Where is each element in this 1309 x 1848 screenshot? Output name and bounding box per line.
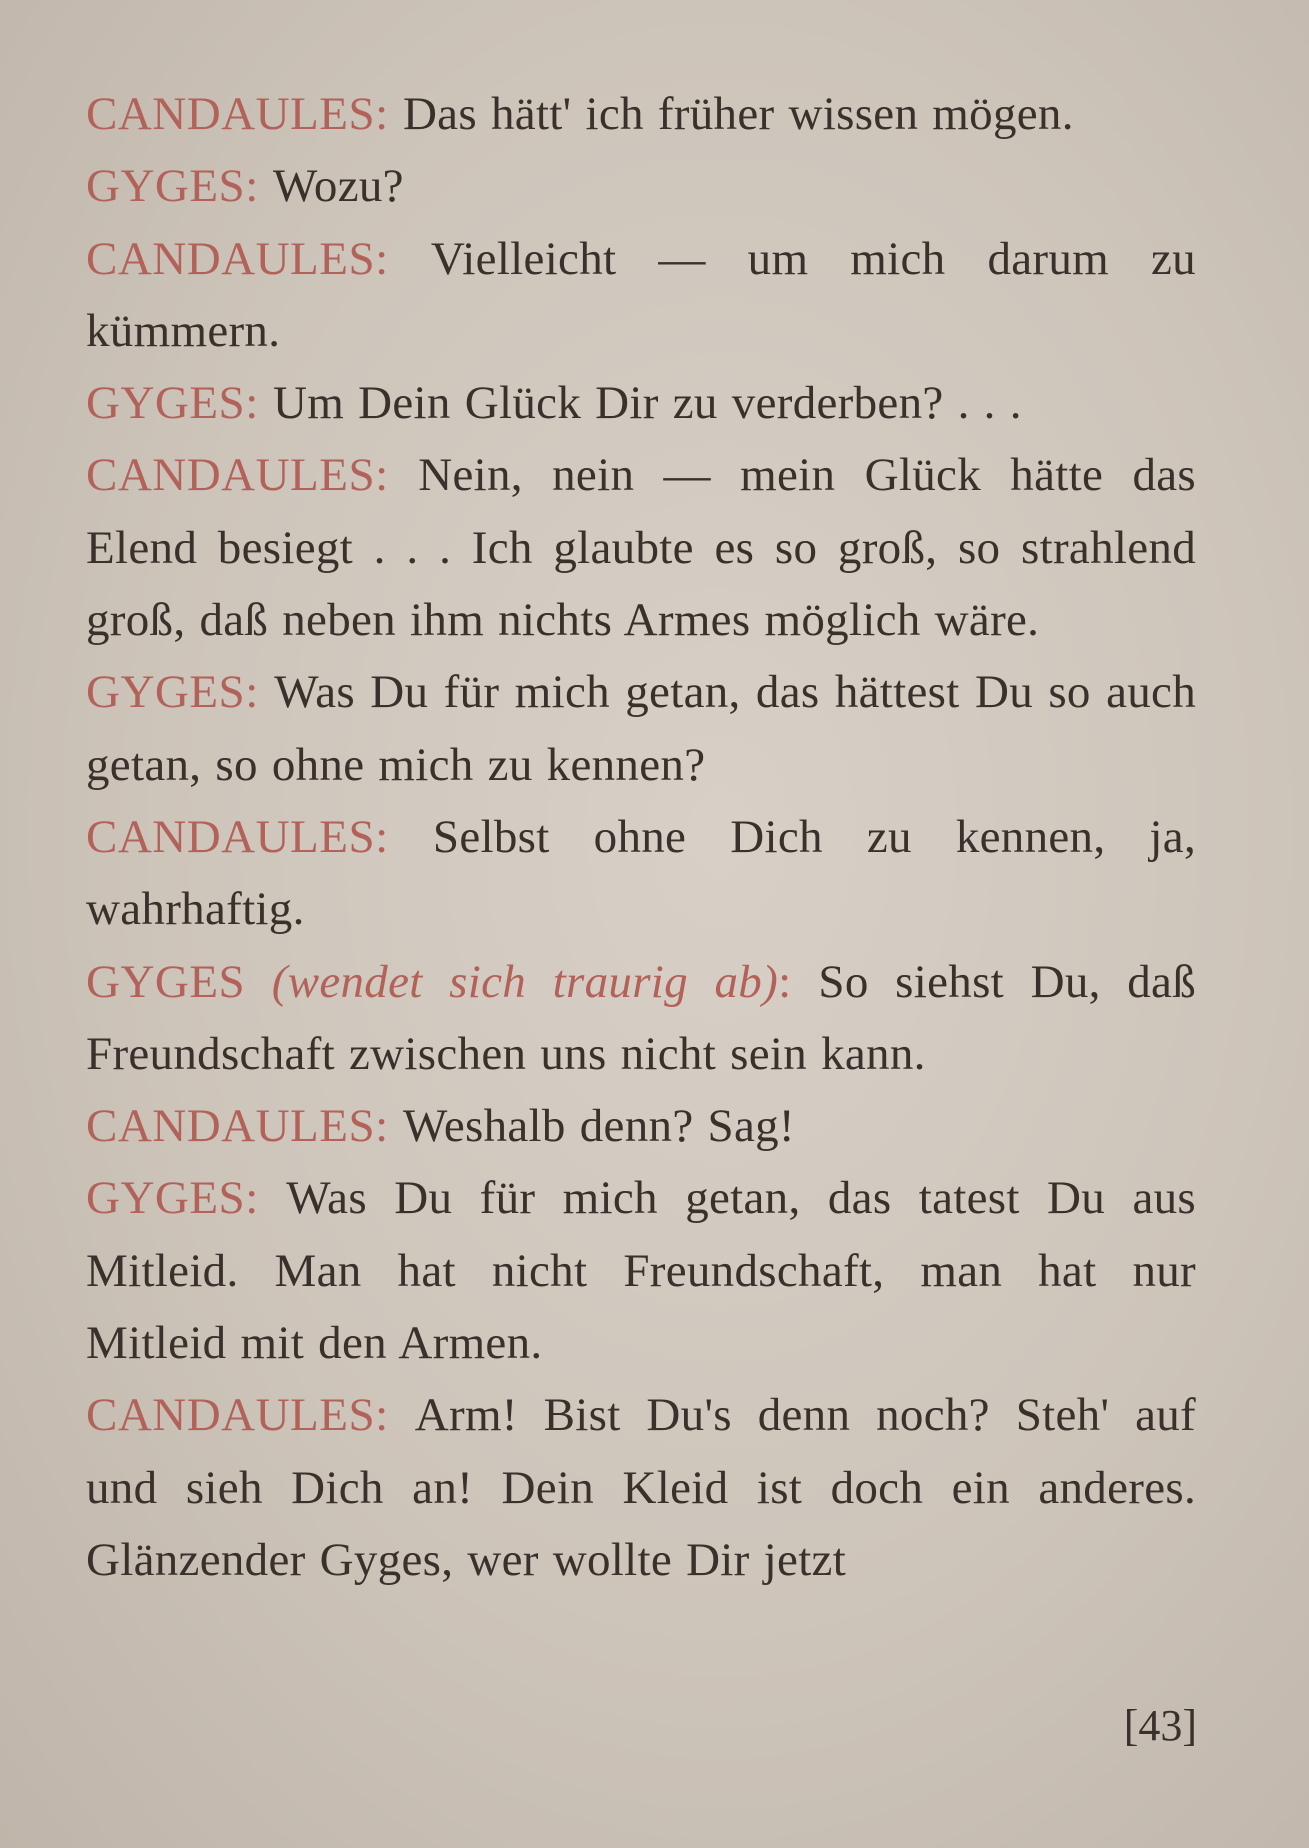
speaker-name: GYGES	[86, 160, 246, 213]
speaker-name: CANDAULES	[86, 88, 376, 140]
speech-gyges-5	[86, 1162, 1196, 1379]
spoken-line: Wozu?	[273, 160, 404, 213]
speech-candaules-6	[86, 1379, 1196, 1596]
speaker-separator: :	[245, 377, 273, 430]
speaker-name: GYGES	[86, 666, 246, 719]
speaker-name: GYGES	[86, 377, 246, 430]
spoken-line: Was Du für mich getan, das tatest Du aus Mitleid. Man hat nicht Freundschaft, man hat nur Mitleid mit den Armen.	[86, 1172, 1196, 1370]
spoken-line: Vielleicht — um mich darum zu kümmern.	[86, 232, 1196, 357]
speaker-separator: :	[375, 810, 433, 863]
speaker-name: GYGES	[86, 955, 246, 1008]
speech-candaules-2	[86, 223, 1196, 368]
speaker-name: CANDAULES	[86, 232, 376, 285]
speaker-separator: :	[245, 666, 275, 719]
spoken-line: Was Du für mich getan, das hättest Du so auch getan, so ohne mich zu kennen?	[86, 666, 1196, 791]
speaker-separator: :	[245, 160, 273, 213]
speaker-separator: :	[245, 1172, 287, 1225]
speech-candaules-3	[86, 439, 1196, 656]
speaker-separator: :	[778, 955, 819, 1008]
speaker-name: CANDAULES	[86, 449, 376, 502]
speaker-separator: :	[375, 88, 403, 140]
spoken-line: Weshalb denn? Sag!	[402, 1100, 795, 1153]
speaker-name: CANDAULES	[86, 810, 376, 863]
speaker-separator: :	[375, 232, 431, 285]
speaker-separator: :	[375, 1389, 415, 1442]
speaker-separator: :	[375, 449, 419, 502]
spoken-line: Selbst ohne Dich zu kennen, ja, wahrhaftig.	[86, 810, 1196, 936]
stage-direction: (wendet sich traurig ab)	[245, 955, 779, 1008]
spoken-line: Nein, nein — mein Glück hätte das Elend besiegt . . . Ich glaubte es so groß, so strahlend groß, daß neben ihm nichts Armes möglich wäre.	[86, 449, 1196, 647]
speech-gyges-4	[86, 946, 1196, 1091]
speech-gyges-1	[86, 150, 1196, 222]
speaker-name: CANDAULES	[86, 1100, 376, 1153]
speaker-name: GYGES	[86, 1172, 246, 1225]
speaker-separator: :	[375, 1100, 403, 1153]
spoken-line: Arm! Bist Du's denn noch? Steh' auf und sieh Dich an! Dein Kleid ist doch ein anderes. Glänzender Gyges, wer wollte Dir jetzt	[86, 1389, 1196, 1586]
speech-candaules-1	[86, 78, 1196, 150]
speech-candaules-4	[86, 801, 1196, 946]
speech-gyges-2	[86, 367, 1196, 439]
spoken-line: Um Dein Glück Dir zu verderben? . . .	[273, 377, 1022, 430]
spoken-line: So siehst Du, daß Freundschaft zwischen uns nicht sein kann.	[86, 955, 1197, 1080]
spoken-line: Das hätt' ich früher wissen mögen.	[402, 88, 1074, 140]
page-number: [43]	[1123, 1701, 1197, 1750]
speaker-name: CANDAULES	[86, 1389, 376, 1442]
speech-candaules-5	[86, 1090, 1196, 1162]
speech-gyges-3	[86, 656, 1196, 801]
dialogue-text	[86, 78, 1196, 1596]
